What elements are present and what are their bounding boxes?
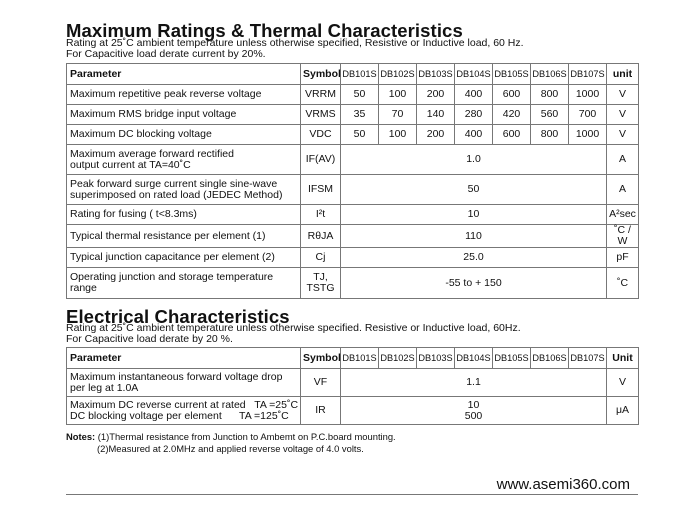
header-part: DB102S <box>379 64 417 85</box>
value-cell: 50 <box>341 85 379 105</box>
unit-cell: V <box>607 105 639 125</box>
value-cell: 70 <box>379 105 417 125</box>
header-part: DB106S <box>531 64 569 85</box>
header-unit: unit <box>607 64 639 85</box>
header-part: DB106S <box>531 348 569 369</box>
symbol-cell: VDC <box>301 125 341 145</box>
electrical-title: Electrical Characteristics <box>66 306 290 327</box>
unit-cell: A²sec <box>607 205 639 225</box>
website-url: www.asemi360.com <box>496 476 630 493</box>
value-line2: 500 <box>464 409 483 422</box>
electrical-sub1: Rating at 25˚C ambient temperature unless otherwise specified. Resistive or Inductive load, 60Hz. <box>66 322 521 334</box>
symbol-cell: IR <box>301 397 341 425</box>
table-row <box>67 205 639 225</box>
param-line1: Maximum DC reverse current at rated TA =25˚C <box>70 398 299 411</box>
symbol-cell: Cj <box>301 248 341 268</box>
value-cell: 600 <box>493 125 531 145</box>
value-cell: 1.0 <box>341 145 607 175</box>
unit-cell: pF <box>607 248 639 268</box>
note-2: (2)Measured at 2.0MHz and applied reverse voltage of 4.0 volts. <box>97 442 364 454</box>
table-row <box>67 248 639 268</box>
value-cell: 560 <box>531 105 569 125</box>
table-row <box>67 268 639 299</box>
param-line1: Maximum instantaneous forward voltage drop <box>70 370 283 383</box>
header-part: DB105S <box>493 348 531 369</box>
max-ratings-sub2: For Capacitive load derate current by 20%. <box>66 48 266 60</box>
unit-cell: A <box>607 145 639 175</box>
header-symbol: Symbol <box>301 348 341 369</box>
header-part: DB107S <box>569 348 607 369</box>
param-cell <box>67 369 301 397</box>
table-row <box>67 125 639 145</box>
notes-label: Notes: <box>66 431 96 442</box>
value-cell: 800 <box>531 85 569 105</box>
notes <box>66 431 396 454</box>
unit-cell: ˚C / W <box>607 225 639 248</box>
value-cell: 100 <box>379 125 417 145</box>
value-cell: 1.1 <box>341 369 607 397</box>
unit-cell: V <box>607 85 639 105</box>
param-cell: Typical junction capacitance per element (2) <box>67 248 301 268</box>
header-part: DB107S <box>569 64 607 85</box>
symbol-line2: TSTG <box>306 282 335 294</box>
table-row <box>67 85 639 105</box>
value-cell: 700 <box>569 105 607 125</box>
header-part: DB102S <box>379 348 417 369</box>
value-cell: 50 <box>341 175 607 205</box>
param-cell: Maximum RMS bridge input voltage <box>67 105 301 125</box>
table-row <box>67 105 639 125</box>
value-cell: 200 <box>417 125 455 145</box>
value-cell: 100 <box>379 85 417 105</box>
header-parameter: Parameter <box>67 348 301 369</box>
table-row <box>67 369 639 397</box>
header-part: DB105S <box>493 64 531 85</box>
unit-cell: V <box>607 125 639 145</box>
value-cell: 280 <box>455 105 493 125</box>
header-parameter: Parameter <box>67 64 301 85</box>
value-cell: 200 <box>417 85 455 105</box>
symbol-cell: VF <box>301 369 341 397</box>
max-ratings-title: Maximum Ratings & Thermal Characteristics <box>66 20 463 41</box>
header-part: DB104S <box>455 64 493 85</box>
value-cell: 400 <box>455 85 493 105</box>
param-line1: Maximum average forward rectified <box>70 147 234 160</box>
table-row <box>67 225 639 248</box>
symbol-cell: RθJA <box>301 225 341 248</box>
value-cell: -55 to + 150 <box>341 268 607 299</box>
header-part: DB101S <box>341 64 379 85</box>
symbol-cell: VRRM <box>301 85 341 105</box>
symbol-cell: I²t <box>301 205 341 225</box>
electrical-table <box>66 347 639 425</box>
value-cell: 25.0 <box>341 248 607 268</box>
value-cell: 35 <box>341 105 379 125</box>
header-symbol: Symbol <box>301 64 341 85</box>
value-cell: 400 <box>455 125 493 145</box>
param-cell: Maximum repetitive peak reverse voltage <box>67 85 301 105</box>
param-cell: Rating for fusing ( t<8.3ms) <box>67 205 301 225</box>
header-part: DB103S <box>417 348 455 369</box>
param-line2: superimposed on rated load (JEDEC Method) <box>70 188 283 201</box>
header-unit: Unit <box>607 348 639 369</box>
param-line2: per leg at 1.0A <box>70 381 139 394</box>
table-row <box>67 175 639 205</box>
param-cell <box>67 397 301 425</box>
unit-cell: V <box>607 369 639 397</box>
value-cell: 800 <box>531 125 569 145</box>
value-line1: 10 <box>467 398 480 411</box>
param-cell <box>67 268 301 299</box>
unit-cell: A <box>607 175 639 205</box>
symbol-cell: IF(AV) <box>301 145 341 175</box>
param-cell: Maximum DC blocking voltage <box>67 125 301 145</box>
param-line1: Peak forward surge current single sine-wave <box>70 177 278 190</box>
max-ratings-table <box>66 63 639 299</box>
value-cell: 10 <box>341 205 607 225</box>
value-cell: 420 <box>493 105 531 125</box>
note-1-text: (1)Thermal resistance from Junction to Ambemt on P.C.board mounting. <box>97 431 396 442</box>
table-row <box>67 145 639 175</box>
value-cell: 1000 <box>569 85 607 105</box>
symbol-cell: VRMS <box>301 105 341 125</box>
table-row <box>67 397 639 425</box>
footer-divider <box>66 494 638 495</box>
param-cell: Typical thermal resistance per element (1) <box>67 225 301 248</box>
param-line2: range <box>70 282 97 294</box>
value-cell: 1000 <box>569 125 607 145</box>
electrical-sub2: For Capacitive load derate by 20 %. <box>66 333 233 345</box>
max-ratings-sub1: Rating at 25˚C ambient temperature unless otherwise specified, Resistive or Inductive load, 60 Hz. <box>66 37 524 49</box>
symbol-line1: TJ, <box>313 271 328 283</box>
header-part: DB101S <box>341 348 379 369</box>
param-line1: Operating junction and storage temperature <box>70 271 274 283</box>
symbol-cell <box>301 268 341 299</box>
param-line2: DC blocking voltage per element TA =125˚C <box>70 409 289 422</box>
value-cell: 140 <box>417 105 455 125</box>
unit-cell: ˚C <box>607 268 639 299</box>
value-cell: 110 <box>341 225 607 248</box>
symbol-cell: IFSM <box>301 175 341 205</box>
unit-cell: μA <box>607 397 639 425</box>
header-part: DB103S <box>417 64 455 85</box>
param-line2: output current at TA=40˚C <box>70 158 191 171</box>
param-cell <box>67 145 301 175</box>
value-cell <box>341 397 607 425</box>
note-1 <box>66 431 396 443</box>
table-header-row <box>67 348 639 369</box>
table-header-row <box>67 64 639 85</box>
param-cell <box>67 175 301 205</box>
header-part: DB104S <box>455 348 493 369</box>
value-cell: 600 <box>493 85 531 105</box>
value-cell: 50 <box>341 125 379 145</box>
